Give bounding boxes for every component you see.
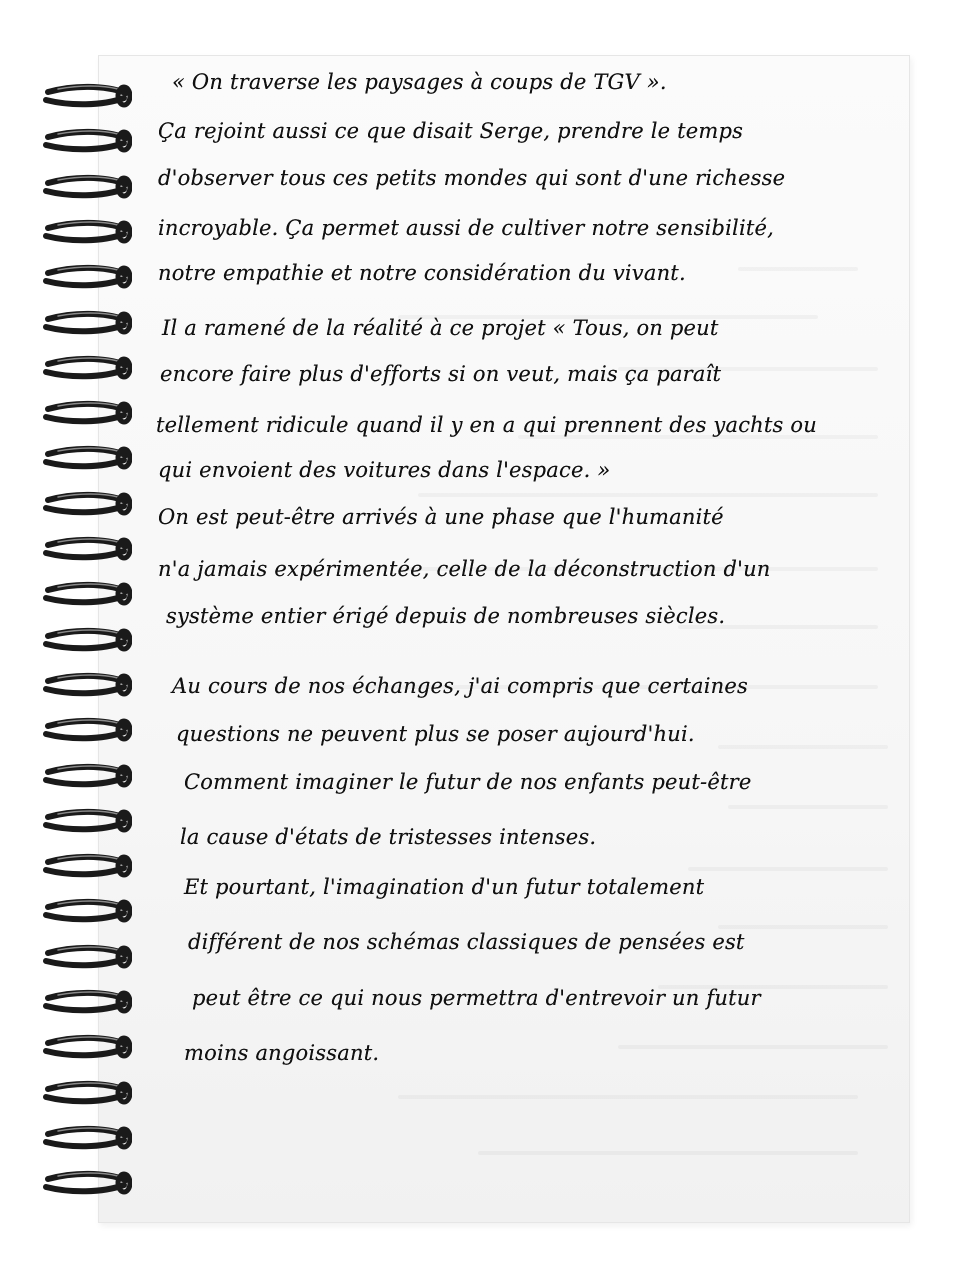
text-line: encore faire plus d'efforts si on veut, mais ça paraît <box>160 362 722 386</box>
spiral-coil-icon <box>40 533 132 565</box>
text-line: Et pourtant, l'imagination d'un futur totalement <box>184 875 705 899</box>
text-line: moins angoissant. <box>184 1041 380 1065</box>
text-line: n'a jamais expérimentée, celle de la déconstruction d'un <box>158 557 771 581</box>
text-line: différent de nos schémas classiques de pensées est <box>188 930 745 954</box>
text-line: Comment imaginer le futur de nos enfants peut-être <box>184 770 752 794</box>
text-line: « On traverse les paysages à coups de TGV ». <box>172 70 667 94</box>
spiral-coil-icon <box>40 1122 132 1154</box>
spiral-coil-icon <box>40 805 132 837</box>
spiral-coil-icon <box>40 352 132 384</box>
spiral-coil-icon <box>40 941 132 973</box>
spiral-coil-icon <box>40 488 132 520</box>
spiral-coil-icon <box>40 986 132 1018</box>
text-line: On est peut-être arrivés à une phase que l'humanité <box>158 505 724 529</box>
spiral-coil-icon <box>40 895 132 927</box>
spiral-coil-icon <box>40 1167 132 1199</box>
text-line: d'observer tous ces petits mondes qui sont d'une richesse <box>158 166 786 190</box>
spiral-coil-icon <box>40 261 132 293</box>
spiral-coil-icon <box>40 171 132 203</box>
spiral-coil-icon <box>40 714 132 746</box>
spiral-coil-icon <box>40 850 132 882</box>
spiral-coil-icon <box>40 125 132 157</box>
text-line: notre empathie et notre considération du vivant. <box>158 261 686 285</box>
notebook-page <box>98 55 910 1223</box>
spiral-coil-icon <box>40 216 132 248</box>
spiral-coil-icon <box>40 307 132 339</box>
text-line: Ça rejoint aussi ce que disait Serge, prendre le temps <box>158 119 744 143</box>
text-line: système entier érigé depuis de nombreuses siècles. <box>166 604 726 628</box>
spiral-coil-icon <box>40 397 132 429</box>
text-line: questions ne peuvent plus se poser aujourd'hui. <box>176 722 695 746</box>
spiral-coil-icon <box>40 624 132 656</box>
spiral-coil-icon <box>40 442 132 474</box>
spiral-coil-icon <box>40 760 132 792</box>
spiral-coil-icon <box>40 1077 132 1109</box>
text-line: Il a ramené de la réalité à ce projet « Tous, on peut <box>162 316 719 340</box>
text-line: incroyable. Ça permet aussi de cultiver notre sensibilité, <box>158 216 775 240</box>
handwritten-text <box>98 55 910 1223</box>
spiral-coil-icon <box>40 578 132 610</box>
text-line: Au cours de nos échanges, j'ai compris que certaines <box>172 674 748 698</box>
text-line: peut être ce qui nous permettra d'entrevoir un futur <box>192 986 761 1010</box>
spiral-binding-icon <box>40 80 140 1210</box>
spiral-coil-icon <box>40 669 132 701</box>
text-line: qui envoient des voitures dans l'espace. » <box>158 458 611 482</box>
spiral-coil-icon <box>40 80 132 112</box>
text-line: tellement ridicule quand il y en a qui prennent des yachts ou <box>156 413 817 437</box>
spiral-coil-icon <box>40 1031 132 1063</box>
text-line: la cause d'états de tristesses intenses. <box>180 825 597 849</box>
